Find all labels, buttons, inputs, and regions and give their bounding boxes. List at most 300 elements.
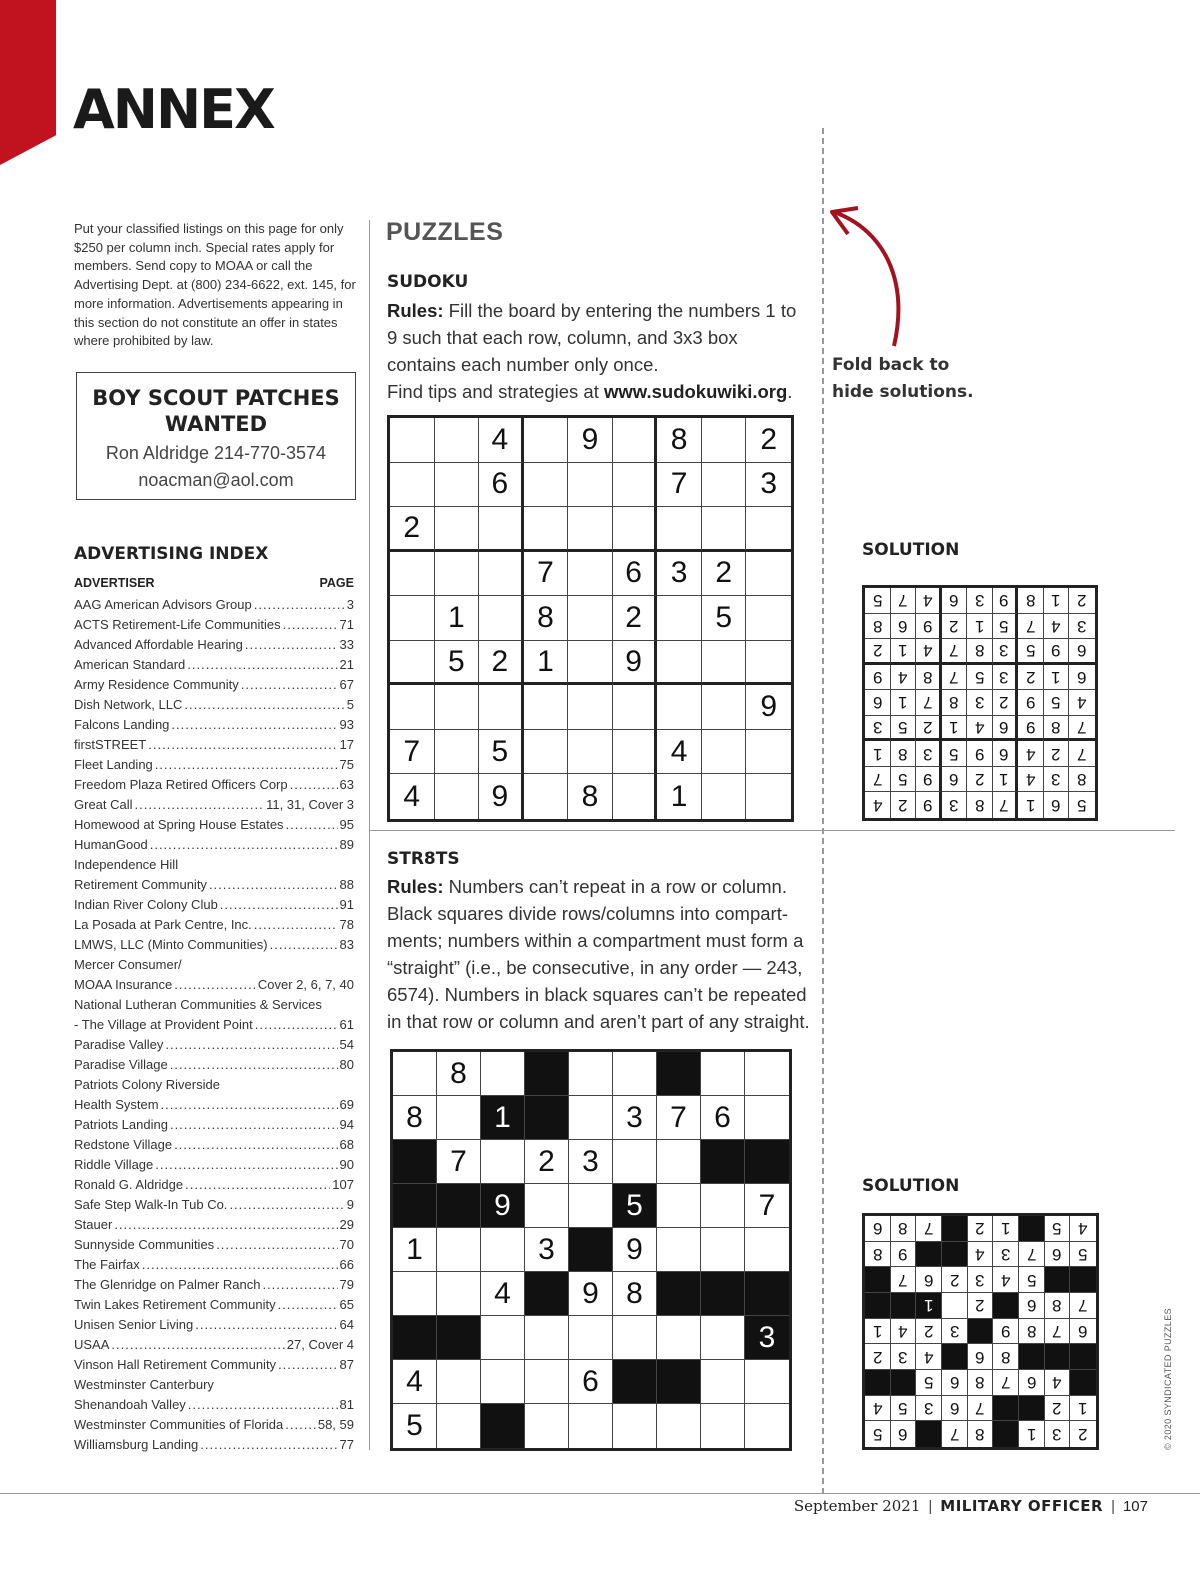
solution-divider [825, 830, 1175, 831]
sudoku-cell[interactable] [613, 507, 658, 552]
advertiser-page: 11, 31, Cover 3 [266, 797, 354, 812]
sudoku-cell[interactable] [702, 463, 747, 508]
sudoku-solution-cell: 7 [1069, 716, 1095, 742]
str8ts-cell[interactable] [657, 1052, 701, 1096]
leader-dots [262, 1275, 337, 1295]
sudoku-solution-cell: 1 [1044, 588, 1070, 614]
str8ts-solution-cell: 3 [1045, 1421, 1071, 1447]
advertiser-page: 88 [339, 877, 354, 892]
str8ts-solution-cell: 7 [942, 1421, 968, 1447]
sudoku-cell[interactable] [702, 774, 747, 819]
sudoku-cell[interactable] [390, 463, 435, 508]
str8ts-cell[interactable] [569, 1316, 613, 1360]
sudoku-cell[interactable] [613, 685, 658, 730]
str8ts-cell[interactable]: 1 [481, 1096, 525, 1140]
str8ts-solution-grid [862, 1213, 1099, 1450]
footer-magazine: MILITARY OFFICER [940, 1497, 1104, 1515]
leader-dots [220, 895, 338, 915]
sudoku-solution-cell: 8 [916, 665, 942, 691]
str8ts-solution-cell [993, 1396, 1019, 1422]
str8ts-cell[interactable] [657, 1228, 701, 1272]
sudoku-cell[interactable]: 6 [613, 552, 658, 597]
sudoku-solution-cell: 5 [891, 716, 917, 742]
str8ts-cell[interactable]: 5 [613, 1184, 657, 1228]
red-corner-tab [0, 0, 56, 165]
str8ts-cell[interactable]: 8 [613, 1272, 657, 1316]
sudoku-cell[interactable] [390, 552, 435, 597]
str8ts-cell[interactable] [657, 1360, 701, 1404]
sudoku-cell[interactable] [524, 685, 569, 730]
sudoku-cell[interactable]: 8 [568, 774, 613, 819]
str8ts-solution-cell: 1 [1019, 1421, 1045, 1447]
str8ts-cell[interactable] [393, 1140, 437, 1184]
sudoku-cell[interactable] [746, 730, 791, 775]
str8ts-cell[interactable] [437, 1272, 481, 1316]
sudoku-cell[interactable] [657, 507, 702, 552]
str8ts-cell[interactable] [701, 1052, 745, 1096]
sudoku-solution-cell: 8 [1018, 588, 1044, 614]
str8ts-solution-cell: 1 [916, 1293, 942, 1319]
str8ts-cell[interactable]: 6 [569, 1360, 613, 1404]
sudoku-cell[interactable]: 5 [479, 730, 524, 775]
advertiser-name: Ronald G. Aldridge [74, 1177, 184, 1192]
advertiser-entry [74, 1035, 354, 1055]
str8ts-solution-cell: 6 [1045, 1242, 1071, 1268]
advertiser-page: 68 [339, 1137, 354, 1152]
sudoku-cell[interactable] [479, 685, 524, 730]
sudoku-cell[interactable] [568, 596, 613, 641]
sudoku-cell[interactable] [568, 463, 613, 508]
str8ts-solution-cell [1019, 1396, 1045, 1422]
sudoku-cell[interactable]: 9 [746, 685, 791, 730]
str8ts-solution-cell [968, 1319, 994, 1345]
sudoku-cell[interactable]: 1 [524, 641, 569, 686]
str8ts-cell[interactable] [437, 1404, 481, 1448]
str8ts-cell[interactable]: 3 [569, 1140, 613, 1184]
str8ts-rules [387, 873, 817, 1035]
sudoku-cell[interactable] [746, 552, 791, 597]
sudoku-cell[interactable] [702, 418, 747, 463]
str8ts-solution-cell: 6 [968, 1344, 994, 1370]
leader-dots [171, 715, 337, 735]
sudoku-cell[interactable]: 3 [657, 552, 702, 597]
leader-dots [290, 775, 338, 795]
sudoku-cell[interactable] [568, 641, 613, 686]
sudoku-solution-cell: 7 [891, 588, 917, 614]
str8ts-solution-cell: 4 [916, 1344, 942, 1370]
str8ts-solution-cell: 5 [891, 1396, 917, 1422]
str8ts-cell[interactable] [701, 1360, 745, 1404]
sudoku-cell[interactable] [524, 463, 569, 508]
sudoku-cell[interactable] [613, 774, 658, 819]
sudoku-cell[interactable] [479, 596, 524, 641]
str8ts-cell[interactable]: 4 [393, 1360, 437, 1404]
str8ts-cell[interactable] [437, 1228, 481, 1272]
sudoku-cell[interactable] [702, 685, 747, 730]
sudoku-cell[interactable] [435, 463, 480, 508]
sudoku-solution-cell: 5 [942, 741, 968, 767]
str8ts-cell[interactable] [657, 1272, 701, 1316]
str8ts-cell[interactable]: 8 [437, 1052, 481, 1096]
str8ts-cell[interactable] [613, 1140, 657, 1184]
sudoku-solution-cell: 5 [891, 767, 917, 793]
sudoku-solution-cell: 5 [1018, 639, 1044, 665]
sudoku-cell[interactable] [524, 774, 569, 819]
sudoku-cell[interactable] [568, 730, 613, 775]
sudoku-solution-cell: 2 [1018, 665, 1044, 691]
advertiser-page: 21 [339, 657, 354, 672]
footer-separator: | [1111, 1497, 1115, 1515]
str8ts-solution-title: SOLUTION [862, 1176, 960, 1196]
str8ts-solution-cell [993, 1293, 1019, 1319]
sudoku-cell[interactable] [435, 774, 480, 819]
str8ts-cell[interactable] [569, 1052, 613, 1096]
leader-dots [285, 1415, 316, 1435]
sudoku-cell[interactable] [390, 596, 435, 641]
str8ts-cell[interactable] [481, 1228, 525, 1272]
str8ts-cell[interactable] [393, 1316, 437, 1360]
str8ts-cell[interactable]: 9 [613, 1228, 657, 1272]
str8ts-solution-cell: 4 [1045, 1370, 1071, 1396]
sudoku-solution-cell: 6 [993, 741, 1019, 767]
sudoku-cell[interactable]: 7 [524, 552, 569, 597]
str8ts-cell[interactable] [745, 1404, 789, 1448]
str8ts-cell[interactable]: 3 [613, 1096, 657, 1140]
str8ts-cell[interactable]: 5 [393, 1404, 437, 1448]
sudoku-cell[interactable] [390, 641, 435, 686]
classified-intro: Put your classified listings on this page for only $250 per column inch. Special rates apply for members. Send copy to MOAA or call the Advertising Dept. at (800) 234-6622, ext. 145, for more information. Advertisements appearing in this section do not constitute an offer in states where prohibited by law. [74, 221, 356, 349]
str8ts-solution-cell: 7 [1070, 1293, 1096, 1319]
sudoku-cell[interactable]: 8 [524, 596, 569, 641]
sudoku-solution-cell: 9 [865, 665, 891, 691]
sudoku-cell[interactable] [613, 463, 658, 508]
str8ts-cell[interactable] [437, 1184, 481, 1228]
str8ts-cell[interactable]: 6 [701, 1096, 745, 1140]
str8ts-cell[interactable] [525, 1052, 569, 1096]
advertiser-page: 66 [339, 1257, 354, 1272]
str8ts-cell[interactable] [613, 1316, 657, 1360]
advertiser-page: 94 [339, 1117, 354, 1132]
str8ts-cell[interactable]: 3 [525, 1228, 569, 1272]
advertiser-entry [74, 1275, 354, 1295]
sudoku-cell[interactable]: 2 [479, 641, 524, 686]
str8ts-cell[interactable]: 4 [481, 1272, 525, 1316]
leader-dots [209, 875, 338, 895]
sudoku-cell[interactable]: 3 [746, 463, 791, 508]
str8ts-solution-cell: 6 [865, 1216, 891, 1242]
sudoku-cell[interactable] [568, 507, 613, 552]
sudoku-cell[interactable]: 2 [390, 507, 435, 552]
advertiser-page: 27, Cover 4 [286, 1337, 354, 1352]
str8ts-cell[interactable] [437, 1096, 481, 1140]
str8ts-cell[interactable] [701, 1184, 745, 1228]
advertiser-name: Mercer Consumer/ [74, 957, 182, 972]
str8ts-solution-cell: 3 [891, 1344, 917, 1370]
sudoku-cell[interactable]: 9 [479, 774, 524, 819]
sudoku-cell[interactable]: 9 [568, 418, 613, 463]
sudoku-solution-cell: 4 [1044, 614, 1070, 640]
advertiser-name: Twin Lakes Retirement Community [74, 1297, 276, 1312]
advertiser-entry [74, 1135, 354, 1155]
str8ts-solution-cell [916, 1242, 942, 1268]
sudoku-solution-cell: 5 [993, 614, 1019, 640]
advertiser-name: La Posada at Park Centre, Inc. [74, 917, 252, 932]
advertiser-name: Dish Network, LLC [74, 697, 183, 712]
str8ts-cell[interactable] [657, 1140, 701, 1184]
sudoku-cell[interactable] [524, 418, 569, 463]
str8ts-cell[interactable] [745, 1360, 789, 1404]
advertiser-page: 70 [339, 1237, 354, 1252]
sudoku-cell[interactable] [524, 507, 569, 552]
str8ts-cell[interactable] [525, 1360, 569, 1404]
advertiser-entry [74, 1115, 354, 1135]
str8ts-cell[interactable] [569, 1184, 613, 1228]
sudoku-cell[interactable] [613, 418, 658, 463]
str8ts-cell[interactable] [701, 1140, 745, 1184]
advertiser-page: Cover 2, 6, 7, 40 [257, 977, 354, 992]
str8ts-solution-cell: 7 [993, 1370, 1019, 1396]
str8ts-cell[interactable] [745, 1096, 789, 1140]
sudoku-cell[interactable]: 7 [657, 463, 702, 508]
footer-date: September 2021 [793, 1497, 921, 1515]
str8ts-cell[interactable]: 7 [437, 1140, 481, 1184]
sudoku-cell[interactable]: 2 [702, 552, 747, 597]
str8ts-cell[interactable] [613, 1052, 657, 1096]
str8ts-cell[interactable] [613, 1360, 657, 1404]
sudoku-solution-cell: 1 [891, 639, 917, 665]
advertiser-page: 64 [339, 1317, 354, 1332]
advertiser-column-header: ADVERTISER [74, 576, 155, 590]
str8ts-cell[interactable] [525, 1404, 569, 1448]
sudoku-cell[interactable] [657, 641, 702, 686]
sudoku-solution-cell: 9 [967, 741, 993, 767]
str8ts-cell[interactable] [701, 1404, 745, 1448]
sudoku-solution-grid [862, 585, 1098, 821]
advertiser-entry [74, 955, 354, 975]
sudoku-solution-cell: 3 [993, 665, 1019, 691]
str8ts-solution-cell: 6 [1070, 1319, 1096, 1345]
advertiser-name: Army Residence Community [74, 677, 239, 692]
str8ts-solution-cell: 5 [1019, 1267, 1045, 1293]
str8ts-cell[interactable]: 3 [745, 1316, 789, 1360]
sudoku-solution-cell: 3 [916, 741, 942, 767]
str8ts-solution-cell: 7 [1019, 1242, 1045, 1268]
str8ts-cell[interactable] [657, 1184, 701, 1228]
leader-dots [184, 695, 344, 715]
str8ts-cell[interactable] [657, 1316, 701, 1360]
str8ts-solution-cell: 8 [968, 1370, 994, 1396]
advertiser-entry [74, 595, 354, 615]
str8ts-cell[interactable] [613, 1404, 657, 1448]
str8ts-cell[interactable] [745, 1052, 789, 1096]
sudoku-solution-cell: 2 [993, 690, 1019, 716]
sudoku-cell[interactable] [435, 507, 480, 552]
sudoku-solution-cell: 9 [916, 614, 942, 640]
advertiser-entry [74, 975, 354, 995]
str8ts-cell[interactable]: 2 [525, 1140, 569, 1184]
str8ts-solution-cell [865, 1293, 891, 1319]
advertiser-entry [74, 1395, 354, 1415]
advertiser-entry [74, 1435, 354, 1455]
sudoku-solution-cell: 3 [967, 690, 993, 716]
sudoku-cell[interactable] [435, 685, 480, 730]
sudoku-solution-cell: 4 [1018, 741, 1044, 767]
leader-dots [188, 1395, 338, 1415]
str8ts-solution-cell: 4 [865, 1396, 891, 1422]
sudoku-cell[interactable] [568, 685, 613, 730]
sudoku-cell[interactable] [435, 418, 480, 463]
sudoku-cell[interactable] [746, 774, 791, 819]
sudoku-cell[interactable] [746, 641, 791, 686]
str8ts-solution-cell: 2 [942, 1267, 968, 1293]
str8ts-cell[interactable] [701, 1272, 745, 1316]
sudoku-cell[interactable]: 7 [390, 730, 435, 775]
str8ts-cell[interactable]: 9 [481, 1184, 525, 1228]
sudoku-cell[interactable] [613, 730, 658, 775]
str8ts-solution-cell [865, 1370, 891, 1396]
str8ts-cell[interactable] [745, 1140, 789, 1184]
sudoku-cell[interactable]: 5 [702, 596, 747, 641]
sudoku-cell[interactable]: 4 [390, 774, 435, 819]
str8ts-cell[interactable]: 7 [745, 1184, 789, 1228]
sudoku-cell[interactable]: 6 [479, 463, 524, 508]
leader-dots [114, 1215, 337, 1235]
advertiser-entry [74, 815, 354, 835]
sudoku-cell[interactable] [524, 730, 569, 775]
sudoku-solution-cell: 9 [916, 792, 942, 818]
advertiser-page: 78 [339, 917, 354, 932]
sudoku-solution-cell: 1 [891, 690, 917, 716]
footer-rule [0, 1493, 1200, 1494]
advertiser-entry [74, 835, 354, 855]
str8ts-solution-cell: 4 [891, 1319, 917, 1345]
sudoku-cell[interactable] [435, 730, 480, 775]
str8ts-solution-cell: 8 [968, 1421, 994, 1447]
leader-dots [254, 595, 345, 615]
sudoku-cell[interactable]: 2 [613, 596, 658, 641]
leader-dots [174, 975, 256, 995]
str8ts-cell[interactable] [701, 1316, 745, 1360]
str8ts-cell[interactable] [525, 1316, 569, 1360]
sudoku-solution-cell: 8 [1069, 767, 1095, 793]
sudoku-cell[interactable]: 8 [657, 418, 702, 463]
sudoku-cell[interactable] [390, 685, 435, 730]
str8ts-cell[interactable] [745, 1228, 789, 1272]
sudoku-cell[interactable]: 4 [479, 418, 524, 463]
sudoku-cell[interactable] [702, 641, 747, 686]
str8ts-cell[interactable] [525, 1272, 569, 1316]
str8ts-cell[interactable] [481, 1052, 525, 1096]
sudoku-cell[interactable] [746, 596, 791, 641]
sudoku-solution-cell: 9 [993, 588, 1019, 614]
advertiser-entry [74, 735, 354, 755]
str8ts-cell[interactable] [745, 1272, 789, 1316]
str8ts-solution-cell: 7 [916, 1216, 942, 1242]
sudoku-solution-cell: 2 [1044, 741, 1070, 767]
sudoku-cell[interactable] [657, 685, 702, 730]
str8ts-cell[interactable]: 9 [569, 1272, 613, 1316]
str8ts-cell[interactable] [569, 1228, 613, 1272]
str8ts-cell[interactable]: 8 [393, 1096, 437, 1140]
str8ts-cell[interactable] [481, 1360, 525, 1404]
sudoku-cell[interactable]: 1 [435, 596, 480, 641]
str8ts-cell[interactable] [481, 1140, 525, 1184]
sudoku-cell[interactable]: 1 [657, 774, 702, 819]
str8ts-solution-cell [1019, 1216, 1045, 1242]
sudoku-cell[interactable]: 2 [746, 418, 791, 463]
leader-dots [142, 1255, 338, 1275]
sudoku-tips-end: . [787, 381, 793, 402]
classified-ad-contact: Ron Aldridge 214-770-3574 [105, 443, 327, 463]
sudoku-cell[interactable] [657, 596, 702, 641]
str8ts-solution-cell [942, 1242, 968, 1268]
advertiser-name: The Glenridge on Palmer Ranch [74, 1277, 261, 1292]
leader-dots [254, 915, 338, 935]
str8ts-solution-cell: 3 [916, 1396, 942, 1422]
sudoku-cell[interactable] [746, 507, 791, 552]
sudoku-cell[interactable]: 4 [657, 730, 702, 775]
sudoku-cell[interactable] [435, 552, 480, 597]
sudoku-solution-cell: 6 [1069, 639, 1095, 665]
str8ts-cell[interactable] [569, 1404, 613, 1448]
sudoku-cell[interactable] [568, 552, 613, 597]
sudoku-cell[interactable] [702, 730, 747, 775]
advertiser-page: 75 [339, 757, 354, 772]
str8ts-cell[interactable] [569, 1096, 613, 1140]
str8ts-solution-cell: 5 [916, 1370, 942, 1396]
sudoku-solution-cell: 1 [865, 741, 891, 767]
str8ts-solution-cell: 3 [968, 1267, 994, 1293]
str8ts-cell[interactable]: 1 [393, 1228, 437, 1272]
leader-dots [245, 635, 338, 655]
advertiser-entry [74, 995, 354, 1015]
sudoku-tips-link[interactable]: www.sudokuwiki.org [603, 381, 788, 402]
sudoku-title: SUDOKU [387, 272, 469, 292]
str8ts-solution-cell [1070, 1370, 1096, 1396]
leader-dots [165, 1035, 337, 1055]
str8ts-cell[interactable] [657, 1404, 701, 1448]
str8ts-cell[interactable] [393, 1184, 437, 1228]
sudoku-cell[interactable]: 5 [435, 641, 480, 686]
str8ts-solution-cell: 4 [1070, 1216, 1096, 1242]
sudoku-cell[interactable]: 9 [613, 641, 658, 686]
str8ts-cell[interactable] [701, 1228, 745, 1272]
str8ts-cell[interactable] [393, 1052, 437, 1096]
str8ts-cell[interactable] [481, 1316, 525, 1360]
advertiser-entry [74, 635, 354, 655]
advertiser-entry [74, 1175, 354, 1195]
str8ts-cell[interactable] [393, 1272, 437, 1316]
str8ts-cell[interactable]: 7 [657, 1096, 701, 1140]
str8ts-cell[interactable] [525, 1096, 569, 1140]
sudoku-cell[interactable] [479, 507, 524, 552]
sudoku-cell[interactable] [479, 552, 524, 597]
str8ts-solution-cell: 7 [1045, 1319, 1071, 1345]
sudoku-cell[interactable] [702, 507, 747, 552]
sudoku-solution-cell: 1 [993, 767, 1019, 793]
str8ts-cell[interactable] [481, 1404, 525, 1448]
str8ts-cell[interactable] [525, 1184, 569, 1228]
sudoku-solution-title: SOLUTION [862, 540, 960, 560]
str8ts-cell[interactable] [437, 1316, 481, 1360]
sudoku-solution-cell: 8 [1044, 716, 1070, 742]
sudoku-solution-cell: 2 [865, 639, 891, 665]
sudoku-cell[interactable] [390, 418, 435, 463]
str8ts-solution-cell: 8 [1045, 1293, 1071, 1319]
str8ts-solution-cell: 1 [865, 1319, 891, 1345]
str8ts-cell[interactable] [437, 1360, 481, 1404]
sudoku-grid [387, 415, 794, 822]
